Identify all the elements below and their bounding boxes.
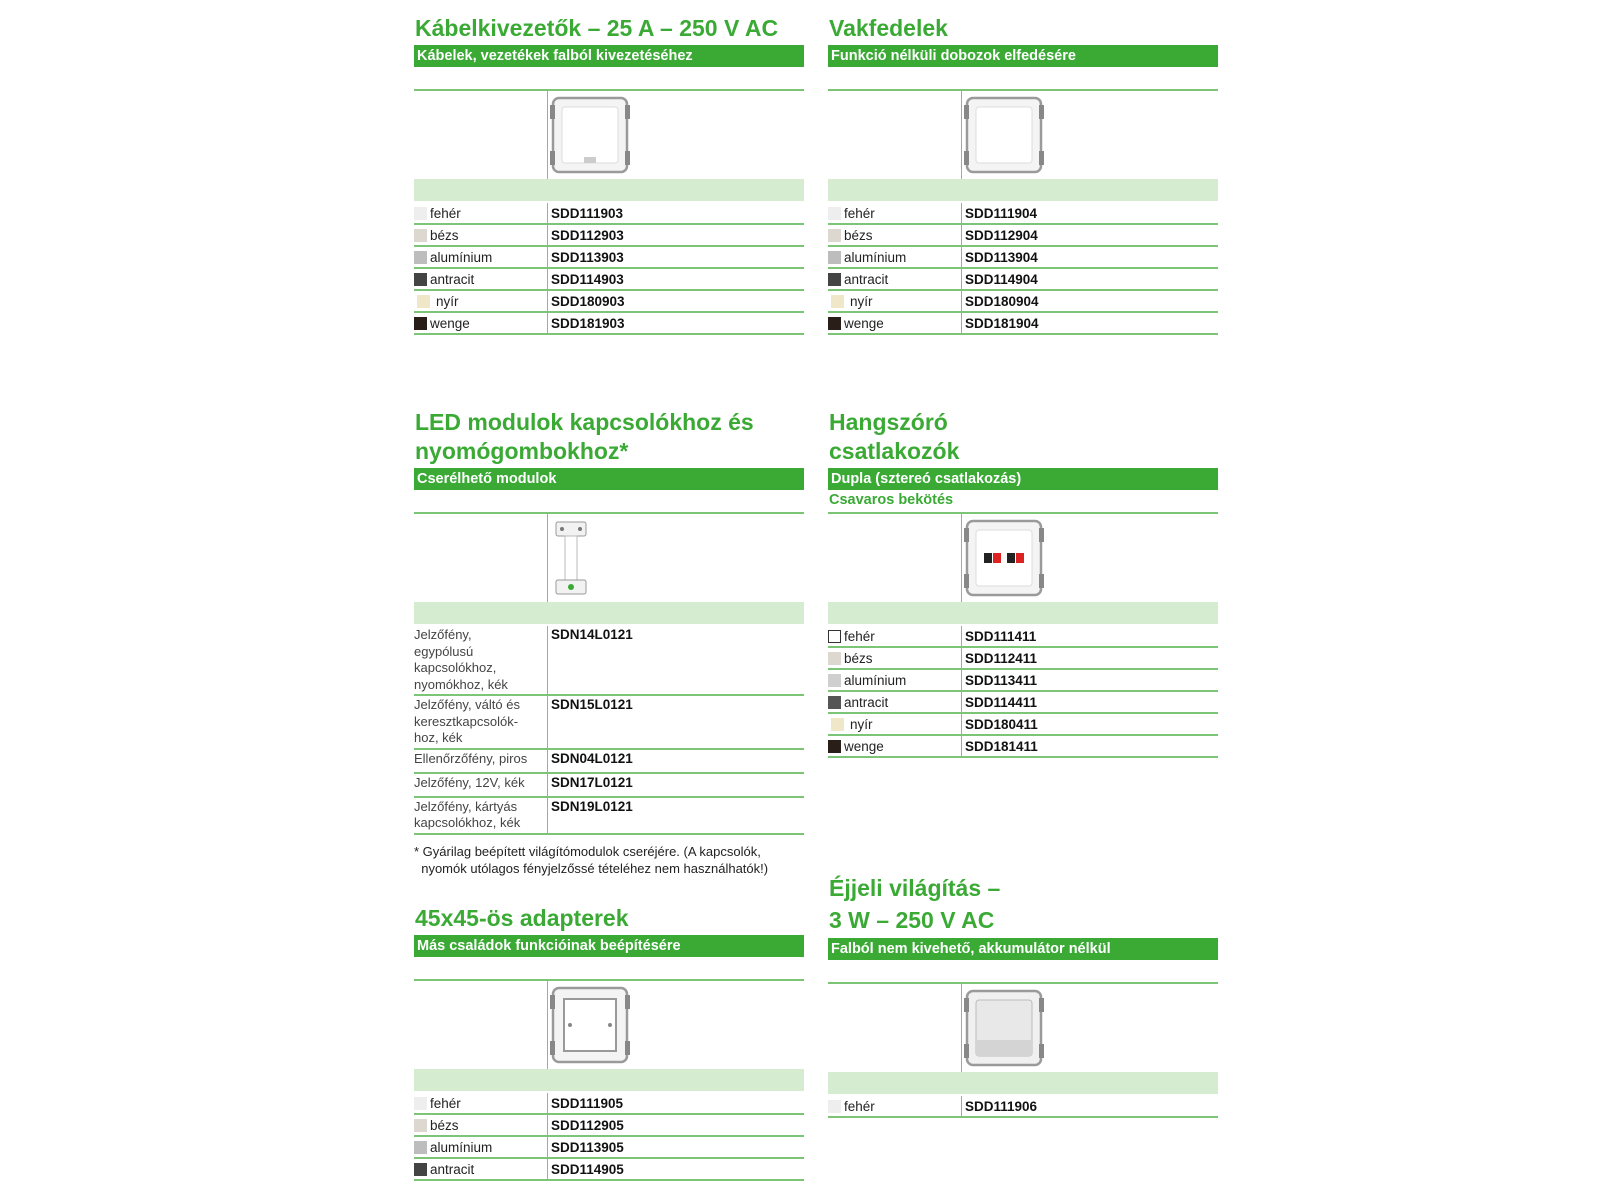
product-code-table	[414, 1093, 804, 1181]
product-code: SDD180411	[962, 713, 1219, 735]
table-row: bézs SDD112903	[414, 224, 804, 246]
product-code-table	[828, 203, 1218, 335]
product-code: SDD111906	[962, 1096, 1219, 1117]
section-cable-outlets	[414, 14, 804, 335]
adapter-image	[550, 985, 630, 1065]
section-title: LED modulok kapcsolókhoz és nyomógombokhoz*	[415, 409, 754, 464]
table-row: antracit SDD114904	[828, 268, 1218, 290]
product-code: SDD181903	[548, 312, 805, 334]
night-light-image	[964, 988, 1044, 1068]
product-code: SDN17L0121	[548, 773, 805, 797]
table-row: wenge SDD181411	[828, 735, 1218, 757]
color-swatch	[414, 1097, 427, 1110]
section-subtitle-bar: Dupla (sztereó csatlakozás)	[828, 468, 1218, 490]
color-swatch	[831, 718, 844, 731]
product-code: SDN15L0121	[548, 695, 805, 749]
product-image-row	[828, 512, 1218, 602]
section-subtitle-bar: Funkció nélküli dobozok elfedésére	[828, 45, 1218, 67]
product-code: SDD181904	[962, 312, 1219, 334]
product-code: SDD180903	[548, 290, 805, 312]
product-image-row	[414, 89, 804, 179]
header-band	[828, 1072, 1218, 1094]
table-row: fehér SDD111906	[828, 1096, 1218, 1117]
table-row	[414, 626, 804, 695]
table-row: alumínium SDD113904	[828, 246, 1218, 268]
header-band	[828, 179, 1218, 201]
section-night-light	[828, 872, 1218, 1118]
color-swatch	[414, 317, 427, 330]
product-code: SDD114411	[962, 691, 1219, 713]
product-code: SDD181411	[962, 735, 1219, 757]
blank-cover-image	[964, 95, 1044, 175]
table-row: alumínium SDD113411	[828, 669, 1218, 691]
product-code: SDD112905	[548, 1114, 805, 1136]
color-swatch	[828, 630, 841, 643]
product-code: SDD112903	[548, 224, 805, 246]
section-subhead: Csavaros bekötés	[829, 492, 954, 508]
color-swatch	[414, 251, 427, 264]
table-row: wenge SDD181904	[828, 312, 1218, 334]
speaker-connector-image	[964, 518, 1044, 598]
product-image-row	[414, 979, 804, 1069]
product-description: Ellenőrzőfény, piros	[414, 749, 548, 773]
table-row: nyír SDD180903	[414, 290, 804, 312]
product-code: SDD113411	[962, 669, 1219, 691]
table-row: antracit SDD114411	[828, 691, 1218, 713]
section-subtitle-bar: Kábelek, vezetékek falból kivezetéséhez	[414, 45, 804, 67]
section-speaker-connectors	[828, 408, 1218, 758]
table-row: fehér SDD111903	[414, 203, 804, 224]
section-subtitle-bar: Falból nem kivehető, akkumulátor nélkül	[828, 938, 1218, 960]
color-swatch	[828, 674, 841, 687]
product-code-table	[414, 626, 804, 835]
table-row: bézs SDD112411	[828, 647, 1218, 669]
product-code: SDD112411	[962, 647, 1219, 669]
table-row	[414, 797, 804, 834]
table-row: nyír SDD180904	[828, 290, 1218, 312]
product-code: SDN14L0121	[548, 626, 805, 695]
section-led-modules	[414, 408, 804, 835]
product-code: SDD111903	[548, 203, 805, 224]
product-code: SDD180904	[962, 290, 1219, 312]
table-row: alumínium SDD113905	[414, 1136, 804, 1158]
color-swatch	[414, 1141, 427, 1154]
header-band	[414, 602, 804, 624]
product-code: SDD112904	[962, 224, 1219, 246]
product-code-table	[828, 1096, 1218, 1118]
table-row	[414, 695, 804, 749]
color-swatch	[414, 229, 427, 242]
product-image-row	[828, 982, 1218, 1072]
color-swatch	[417, 295, 430, 308]
product-code: SDD114903	[548, 268, 805, 290]
section-blank-covers	[828, 14, 1218, 335]
product-description: Jelzőfény, kártyás kapcsolókhoz, kék	[414, 797, 548, 834]
table-row: bézs SDD112905	[414, 1114, 804, 1136]
color-swatch	[828, 696, 841, 709]
header-band	[414, 1069, 804, 1091]
product-code: SDD113905	[548, 1136, 805, 1158]
color-swatch	[828, 229, 841, 242]
header-band	[414, 179, 804, 201]
color-swatch	[828, 740, 841, 753]
product-code: SDD113903	[548, 246, 805, 268]
color-swatch	[414, 273, 427, 286]
product-code: SDD111905	[548, 1093, 805, 1114]
color-swatch	[828, 273, 841, 286]
product-code: SDD114905	[548, 1158, 805, 1180]
table-row	[414, 773, 804, 797]
cable-outlet-image	[550, 95, 630, 175]
product-code: SDD113904	[962, 246, 1219, 268]
section-title: 45x45-ös adapterek	[415, 905, 629, 931]
footnote: * Gyárilag beépített világítómodulok cseréjére. (A kapcsolók, nyomók utólagos fényjelzőssé tételéhez nem használhatók!)	[414, 844, 769, 876]
section-title: Kábelkivezetők – 25 A – 250 V AC	[415, 15, 779, 41]
section-adapters	[414, 904, 804, 1181]
table-row: nyír SDD180411	[828, 713, 1218, 735]
product-code: SDD111904	[962, 203, 1219, 224]
table-row	[414, 749, 804, 773]
section-subtitle-bar: Cserélhető modulok	[414, 468, 804, 490]
product-image-row	[828, 89, 1218, 179]
led-module-image	[550, 518, 630, 598]
product-code: SDD114904	[962, 268, 1219, 290]
table-row: fehér SDD111411	[828, 626, 1218, 647]
color-swatch	[828, 652, 841, 665]
section-title: Hangszóró csatlakozók	[829, 409, 960, 464]
color-swatch	[414, 1163, 427, 1176]
product-code-table	[828, 626, 1218, 758]
product-code: SDN04L0121	[548, 749, 805, 773]
section-title: Éjjeli világítás – 3 W – 250 V AC	[829, 875, 1001, 933]
color-swatch	[828, 317, 841, 330]
table-row: antracit SDD114903	[414, 268, 804, 290]
color-swatch	[414, 207, 427, 220]
product-code: SDN19L0121	[548, 797, 805, 834]
table-row: wenge SDD181903	[414, 312, 804, 334]
color-swatch	[828, 251, 841, 264]
table-row: fehér SDD111904	[828, 203, 1218, 224]
product-description: Jelzőfény, egypólusú kapcsolókhoz, nyomókhoz, kék	[414, 626, 548, 695]
header-band	[828, 602, 1218, 624]
product-description: Jelzőfény, 12V, kék	[414, 773, 548, 797]
table-row: bézs SDD112904	[828, 224, 1218, 246]
color-swatch	[414, 1119, 427, 1132]
product-code: SDD111411	[962, 626, 1219, 647]
table-row: alumínium SDD113903	[414, 246, 804, 268]
color-swatch	[831, 295, 844, 308]
product-description: Jelzőfény, váltó és keresztkapcsolók- hoz, kék	[414, 695, 548, 749]
section-subtitle-bar: Más családok funkcióinak beépítésére	[414, 935, 804, 957]
table-row: fehér SDD111905	[414, 1093, 804, 1114]
table-row: antracit SDD114905	[414, 1158, 804, 1180]
product-code-table	[414, 203, 804, 335]
color-swatch	[828, 1100, 841, 1113]
section-title: Vakfedelek	[829, 15, 948, 41]
color-swatch	[828, 207, 841, 220]
product-image-row	[414, 512, 804, 602]
